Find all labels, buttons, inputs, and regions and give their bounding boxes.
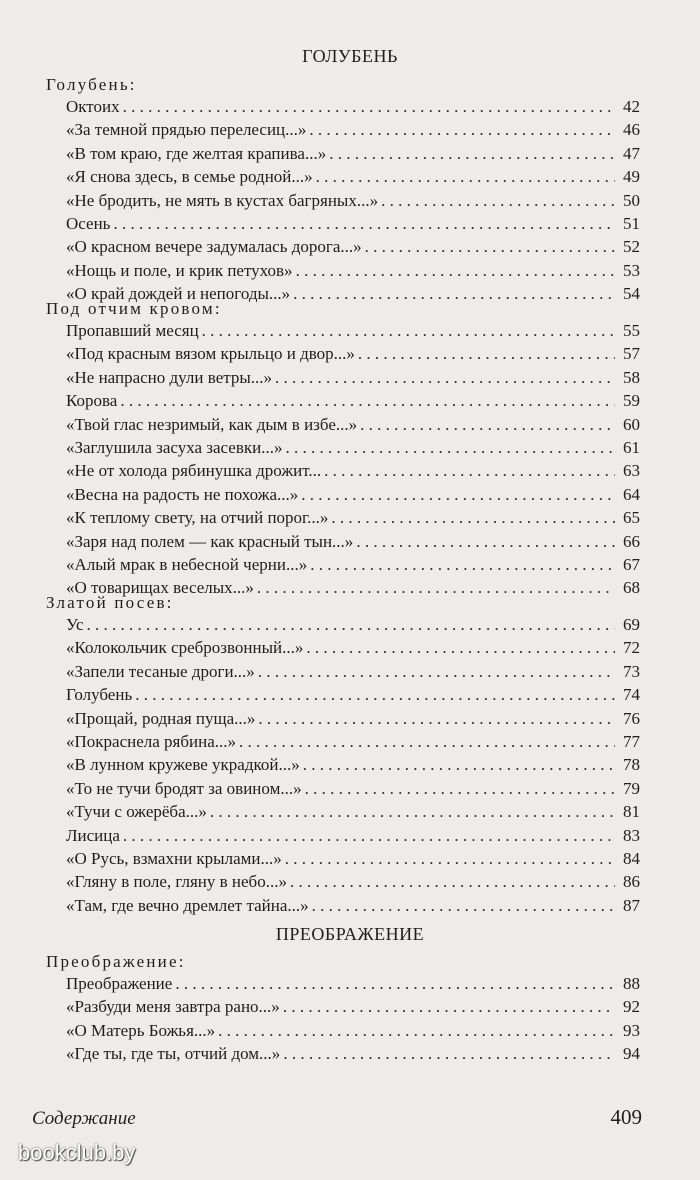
entry-title: «К теплому свету, на отчий порог...» bbox=[66, 508, 329, 528]
dot-leader bbox=[290, 870, 615, 893]
entry-page: 60 bbox=[623, 414, 640, 434]
entries-list bbox=[66, 319, 640, 600]
entries-list bbox=[66, 95, 640, 306]
entry-page: 83 bbox=[623, 825, 640, 845]
entry-page: 47 bbox=[623, 143, 640, 163]
running-footer-title: Содержание bbox=[32, 1108, 136, 1129]
entry-page: 93 bbox=[623, 1020, 640, 1040]
entry-title: Осень bbox=[66, 213, 111, 233]
entry-page: 79 bbox=[623, 778, 640, 798]
entry-title: «Весна на радость не похожа...» bbox=[66, 484, 299, 504]
entry-title: «О товарищах веселых...» bbox=[66, 578, 254, 598]
entry-page: 57 bbox=[623, 344, 640, 364]
toc-entry[interactable] bbox=[66, 553, 640, 576]
entries-list bbox=[66, 972, 640, 1066]
toc-entry[interactable] bbox=[66, 235, 640, 258]
entry-title: «Не от холода рябинушка дрожит... bbox=[66, 461, 322, 481]
entry-title: «В лунном кружеве украдкой...» bbox=[66, 755, 300, 775]
entry-page: 68 bbox=[623, 578, 640, 598]
entry-page: 88 bbox=[623, 974, 640, 993]
dot-leader bbox=[275, 366, 615, 389]
dot-leader bbox=[218, 1019, 615, 1042]
entry-title: Корова bbox=[66, 391, 118, 411]
toc-entry[interactable] bbox=[66, 389, 640, 412]
entry-page: 64 bbox=[623, 484, 640, 504]
entry-page: 58 bbox=[623, 367, 640, 387]
entry-title: «О красном вечере задумалась дорога...» bbox=[66, 237, 362, 257]
dot-leader bbox=[135, 683, 615, 706]
page-number: 409 bbox=[610, 1105, 642, 1129]
dot-leader bbox=[283, 1042, 615, 1065]
toc-entry[interactable] bbox=[66, 660, 640, 683]
toc-entry[interactable] bbox=[66, 95, 640, 118]
toc-entry[interactable] bbox=[66, 459, 640, 482]
entry-page: 52 bbox=[623, 237, 640, 257]
dot-leader bbox=[123, 824, 615, 847]
dot-leader bbox=[316, 165, 615, 188]
dot-leader bbox=[239, 730, 615, 753]
dot-leader bbox=[258, 660, 615, 683]
entry-title: «Заглушила засуха засевки...» bbox=[66, 437, 283, 457]
section-title: ГОЛУБЕНЬ bbox=[302, 46, 398, 66]
entry-title: «Заря над полем — как красный тын...» bbox=[66, 531, 354, 551]
toc-entry[interactable] bbox=[66, 165, 640, 188]
toc-entry[interactable] bbox=[66, 730, 640, 753]
toc-entry[interactable] bbox=[66, 683, 640, 706]
toc-entry[interactable] bbox=[66, 212, 640, 235]
entry-page: 78 bbox=[623, 755, 640, 775]
entry-page: 54 bbox=[623, 284, 640, 304]
entry-page: 49 bbox=[623, 167, 640, 187]
entry-title: Голубень bbox=[66, 685, 133, 705]
toc-entry[interactable] bbox=[66, 259, 640, 282]
entry-page: 51 bbox=[623, 213, 640, 233]
dot-leader bbox=[329, 142, 615, 165]
group-title: Златой посев: bbox=[46, 593, 174, 612]
toc-entry[interactable] bbox=[66, 777, 640, 800]
entry-title: «Не напрасно дули ветры...» bbox=[66, 367, 273, 387]
dot-leader bbox=[305, 777, 615, 800]
dot-leader bbox=[296, 259, 615, 282]
dot-leader bbox=[309, 118, 615, 141]
entry-title: «То не тучи бродят за овином...» bbox=[66, 778, 302, 798]
entry-page: 84 bbox=[623, 848, 640, 868]
entry-page: 55 bbox=[623, 321, 640, 340]
dot-leader bbox=[202, 319, 615, 342]
dot-leader bbox=[356, 530, 615, 553]
dot-leader bbox=[310, 553, 615, 576]
toc-entry[interactable] bbox=[66, 506, 640, 529]
toc-entry[interactable] bbox=[66, 530, 640, 553]
entry-title: «Разбуди меня завтра рано...» bbox=[66, 997, 280, 1017]
entry-page: 46 bbox=[623, 120, 640, 140]
entry-page: 42 bbox=[623, 97, 640, 116]
dot-leader bbox=[120, 389, 615, 412]
toc-entry[interactable] bbox=[66, 436, 640, 459]
dot-leader bbox=[175, 972, 615, 995]
entry-title: «Твой глас незримый, как дым в избе...» bbox=[66, 414, 358, 434]
entry-page: 65 bbox=[623, 508, 640, 528]
entry-title: «Где ты, где ты, отчий дом...» bbox=[66, 1044, 281, 1064]
entry-title: «Гляну в поле, гляну в небо...» bbox=[66, 872, 287, 892]
toc-entry[interactable] bbox=[66, 142, 640, 165]
entry-title: «Запели тесаные дроги...» bbox=[66, 661, 255, 681]
entry-title: «О Матерь Божья...» bbox=[66, 1020, 216, 1040]
entry-page: 94 bbox=[623, 1044, 640, 1064]
group-title: Под отчим кровом: bbox=[46, 299, 222, 318]
entry-title: «Алый мрак в небесной черни...» bbox=[66, 554, 308, 574]
entry-page: 87 bbox=[623, 895, 640, 915]
dot-leader bbox=[285, 847, 615, 870]
toc-entry[interactable] bbox=[66, 1019, 640, 1042]
dot-leader bbox=[301, 483, 615, 506]
entry-title: Преображение bbox=[66, 974, 173, 993]
section-title: ПРЕОБРАЖЕНИЕ bbox=[275, 924, 425, 944]
dot-leader bbox=[285, 436, 615, 459]
entry-page: 50 bbox=[623, 190, 640, 210]
entry-page: 92 bbox=[623, 997, 640, 1017]
entries-list bbox=[66, 613, 640, 917]
toc-entry[interactable] bbox=[66, 824, 640, 847]
dot-leader bbox=[123, 95, 615, 118]
toc-entry[interactable] bbox=[66, 870, 640, 893]
entry-title: «Колокольчик среброзвонный...» bbox=[66, 638, 304, 658]
dot-leader bbox=[358, 342, 615, 365]
dot-leader bbox=[360, 413, 615, 436]
toc-entry[interactable] bbox=[66, 894, 640, 917]
watermark: bookclub.by bbox=[18, 1140, 136, 1165]
entry-title: «Покраснела рябина...» bbox=[66, 731, 237, 751]
entry-title: «Тучи с ожерёба...» bbox=[66, 802, 207, 822]
dot-leader bbox=[324, 459, 615, 482]
toc-entry[interactable] bbox=[66, 413, 640, 436]
toc-entry[interactable] bbox=[66, 342, 640, 365]
entry-page: 66 bbox=[623, 531, 640, 551]
entry-page: 53 bbox=[623, 260, 640, 280]
entry-page: 63 bbox=[623, 461, 640, 481]
toc-entry[interactable] bbox=[66, 118, 640, 141]
entry-title: «Не бродить, не мять в кустах багряных...» bbox=[66, 190, 379, 210]
entry-title: Пропавший месяц bbox=[66, 321, 199, 340]
entry-page: 86 bbox=[623, 872, 640, 892]
toc-entry[interactable] bbox=[66, 319, 640, 342]
dot-leader bbox=[293, 282, 615, 305]
entry-page: 69 bbox=[623, 615, 640, 634]
toc-entry[interactable] bbox=[66, 995, 640, 1018]
dot-leader bbox=[312, 894, 615, 917]
entry-title: «Нощь и поле, и крик петухов» bbox=[66, 260, 293, 280]
toc-entry[interactable] bbox=[66, 613, 640, 636]
entry-title: «О край дождей и непогоды...» bbox=[66, 284, 291, 304]
entry-title: «Под красным вязом крыльцо и двор...» bbox=[66, 344, 355, 364]
toc-entry[interactable] bbox=[66, 189, 640, 212]
dot-leader bbox=[381, 189, 615, 212]
toc-entry[interactable] bbox=[66, 636, 640, 659]
entry-page: 77 bbox=[623, 731, 640, 751]
entry-title: «Я снова здесь, в семье родной...» bbox=[66, 167, 313, 187]
entry-title: Лисица bbox=[66, 825, 120, 845]
entry-page: 59 bbox=[623, 391, 640, 411]
toc-entry[interactable] bbox=[66, 972, 640, 995]
dot-leader bbox=[283, 995, 615, 1018]
entry-title: «В том краю, где желтая крапива...» bbox=[66, 143, 327, 163]
toc-entry[interactable] bbox=[66, 483, 640, 506]
dot-leader bbox=[331, 506, 615, 529]
entry-title: «О Русь, взмахни крылами...» bbox=[66, 848, 282, 868]
entry-title: Ус bbox=[66, 615, 84, 634]
group-title: Преображение: bbox=[46, 952, 186, 971]
entry-title: «За темной прядью перелесиц...» bbox=[66, 120, 307, 140]
toc-entry[interactable] bbox=[66, 800, 640, 823]
entry-page: 72 bbox=[623, 638, 640, 658]
toc-entry[interactable] bbox=[66, 847, 640, 870]
toc-entry[interactable] bbox=[66, 366, 640, 389]
entry-title: «Прощай, родная пуща...» bbox=[66, 708, 256, 728]
dot-leader bbox=[257, 576, 615, 599]
entry-page: 61 bbox=[623, 437, 640, 457]
entry-page: 81 bbox=[623, 802, 640, 822]
dot-leader bbox=[365, 235, 615, 258]
toc-entry[interactable] bbox=[66, 753, 640, 776]
dot-leader bbox=[303, 753, 615, 776]
entry-title: Октоих bbox=[66, 97, 120, 116]
toc-entry[interactable] bbox=[66, 1042, 640, 1065]
entry-page: 73 bbox=[623, 661, 640, 681]
entry-page: 67 bbox=[623, 554, 640, 574]
dot-leader bbox=[113, 212, 615, 235]
dot-leader bbox=[258, 707, 615, 730]
toc-entry[interactable] bbox=[66, 707, 640, 730]
dot-leader bbox=[306, 636, 615, 659]
entry-page: 76 bbox=[623, 708, 640, 728]
entry-title: «Там, где вечно дремлет тайна...» bbox=[66, 895, 309, 915]
group-title: Голубень: bbox=[46, 75, 137, 94]
entry-page: 74 bbox=[623, 685, 640, 705]
dot-leader bbox=[87, 613, 615, 636]
dot-leader bbox=[210, 800, 615, 823]
